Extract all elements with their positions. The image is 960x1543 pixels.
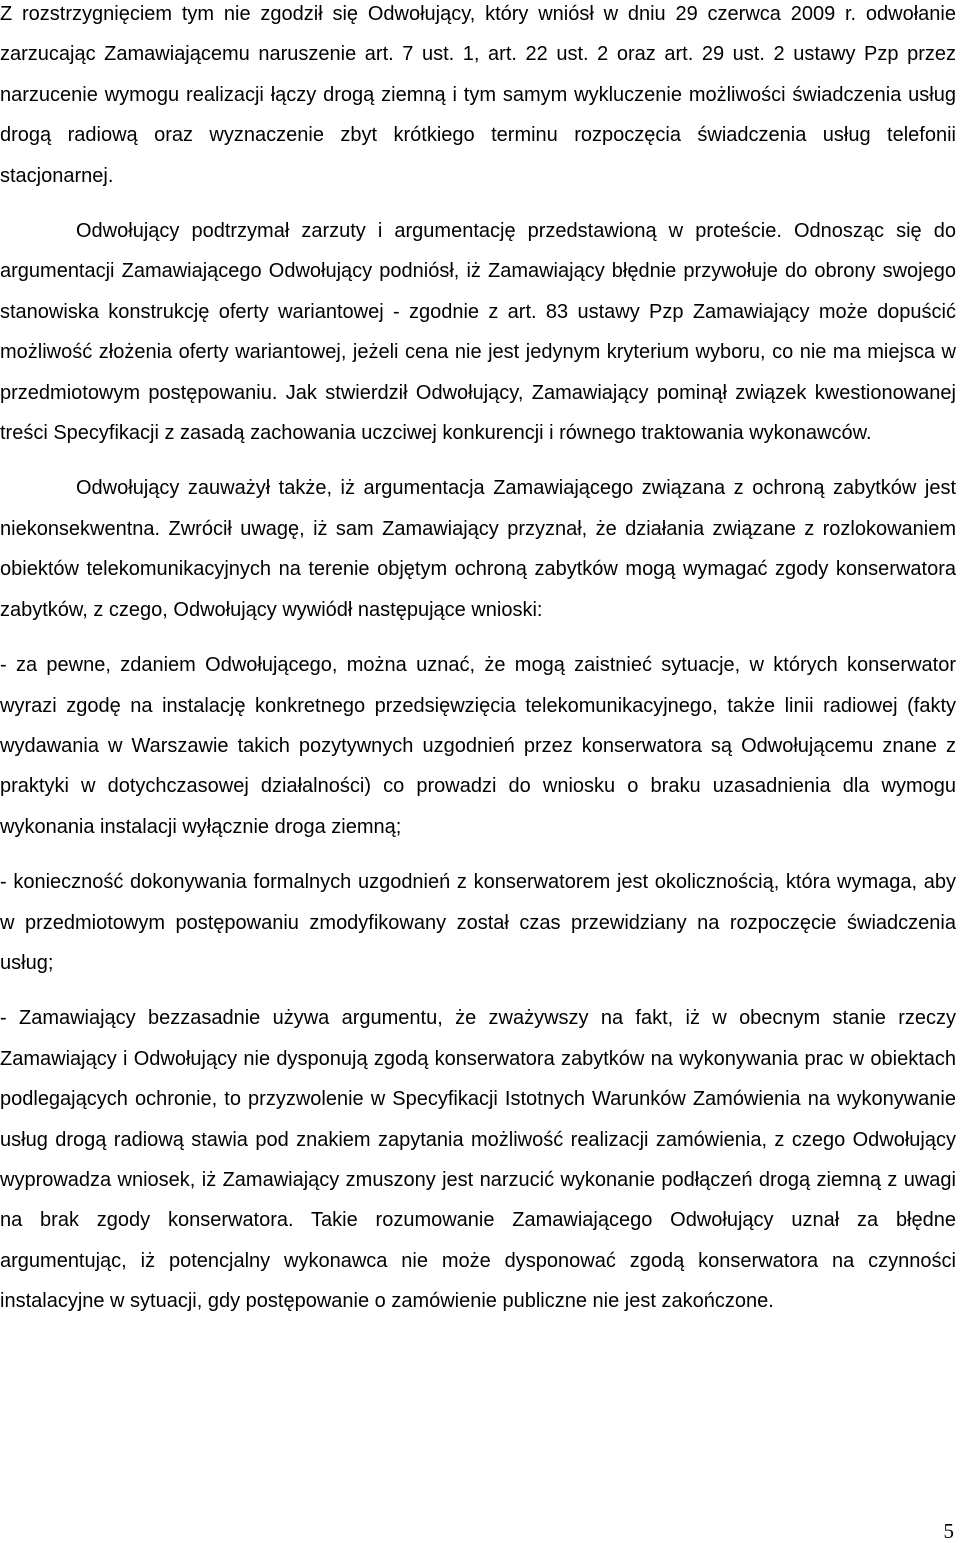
list-item-conclusion-3: - Zamawiający bezzasadnie używa argumentu, że zważywszy na fakt, iż w obecnym stanie rzeczy Zamawiający i Odwołujący nie dysponują zgodą konserwatora zabytków na wykonywania prac w obiektach podlegających ochronie, to przyzwolenie w Specyfikacji Istotnych Warunków Zamówienia na wykonywanie usług drogą radiową stawia pod znakiem zapytania możliwość realizacji zamówienia, z czego Odwołujący wyprowadza wniosek, iż Zamawiający zmuszony jest narzucić wykonanie podłączeń drogą ziemną z uwagi na brak zgody konserwatora. Takie rozumowanie Zamawiającego Odwołujący uznał za błędne argumentując, iż potencjalny wykonawca nie może dysponować zgodą konserwatora na czynności instalacyjne w sytuacji, gdy postępowanie o zamówienie publiczne nie jest zakończone. [0,1007,956,1313]
page-number: 5 [943,1519,954,1543]
list-item-conclusion-1: - za pewne, zdaniem Odwołującego, można uznać, że mogą zaistnieć sytuacje, w których konserwator wyrazi zgodę na instalację konkretnego przedsięwzięcia telekomunikacyjnego, także linii radiowej (fakty wydawania w Warszawie takich pozytywnych uzgodnień przez konserwatora są Odwołującemu znane z praktyki w dotychczasowej działalności) co prowadzi do wniosku o braku uzasadnienia dla wymogu wykonania instalacji wyłącznie droga ziemną; [0,654,956,838]
paragraph-monument-protection: Odwołujący zauważył także, iż argumentacja Zamawiającego związana z ochroną zabytków jest niekonsekwentna. Zwrócił uwagę, iż sam Zamawiający przyznał, że działania związane z rozlokowaniem obiektów telekomunikacyjnych na terenie objętym ochroną zabytków mogą wymagać zgody konserwatora zabytków, z czego, Odwołujący wywiódł następujące wnioski: [0,477,956,621]
paragraph-protest-arguments: Odwołujący podtrzymał zarzuty i argumentację przedstawioną w proteście. Odnosząc się do argumentacji Zamawiającego Odwołujący podniósł, iż Zamawiający błędnie przywołuje do obrony swojego stanowiska konstrukcję oferty wariantowej - zgodnie z art. 83 ustawy Pzp Zamawiający może dopuścić możliwość złożenia oferty wariantowej, jeżeli cena nie jest jedynym kryterium wyboru, co nie ma miejsca w przedmiotowym postępowaniu. Jak stwierdził Odwołujący, Zamawiający pominął związek kwestionowanej treści Specyfikacji z zasadą zachowania uczciwej konkurencji i równego traktowania wykonawców. [0,220,956,445]
paragraph-appeal-filing: Z rozstrzygnięciem tym nie zgodził się Odwołujący, który wniósł w dniu 29 czerwca 2009 r. odwołanie zarzucając Zamawiającemu naruszenie art. 7 ust. 1, art. 22 ust. 2 oraz art. 29 ust. 2 ustawy Pzp przez narzucenie wymogu realizacji łączy drogą ziemną i tym samym wykluczenie możliwości świadczenia usług drogą radiową oraz wyznaczenie zbyt krótkiego terminu rozpoczęcia świadczenia usług telefonii stacjonarnej. [0,3,956,187]
list-item-conclusion-2: - konieczność dokonywania formalnych uzgodnień z konserwatorem jest okolicznością, która wymaga, aby w przedmiotowym postępowaniu zmodyfikowany został czas przewidziany na rozpoczęcie świadczenia usług; [0,871,956,974]
